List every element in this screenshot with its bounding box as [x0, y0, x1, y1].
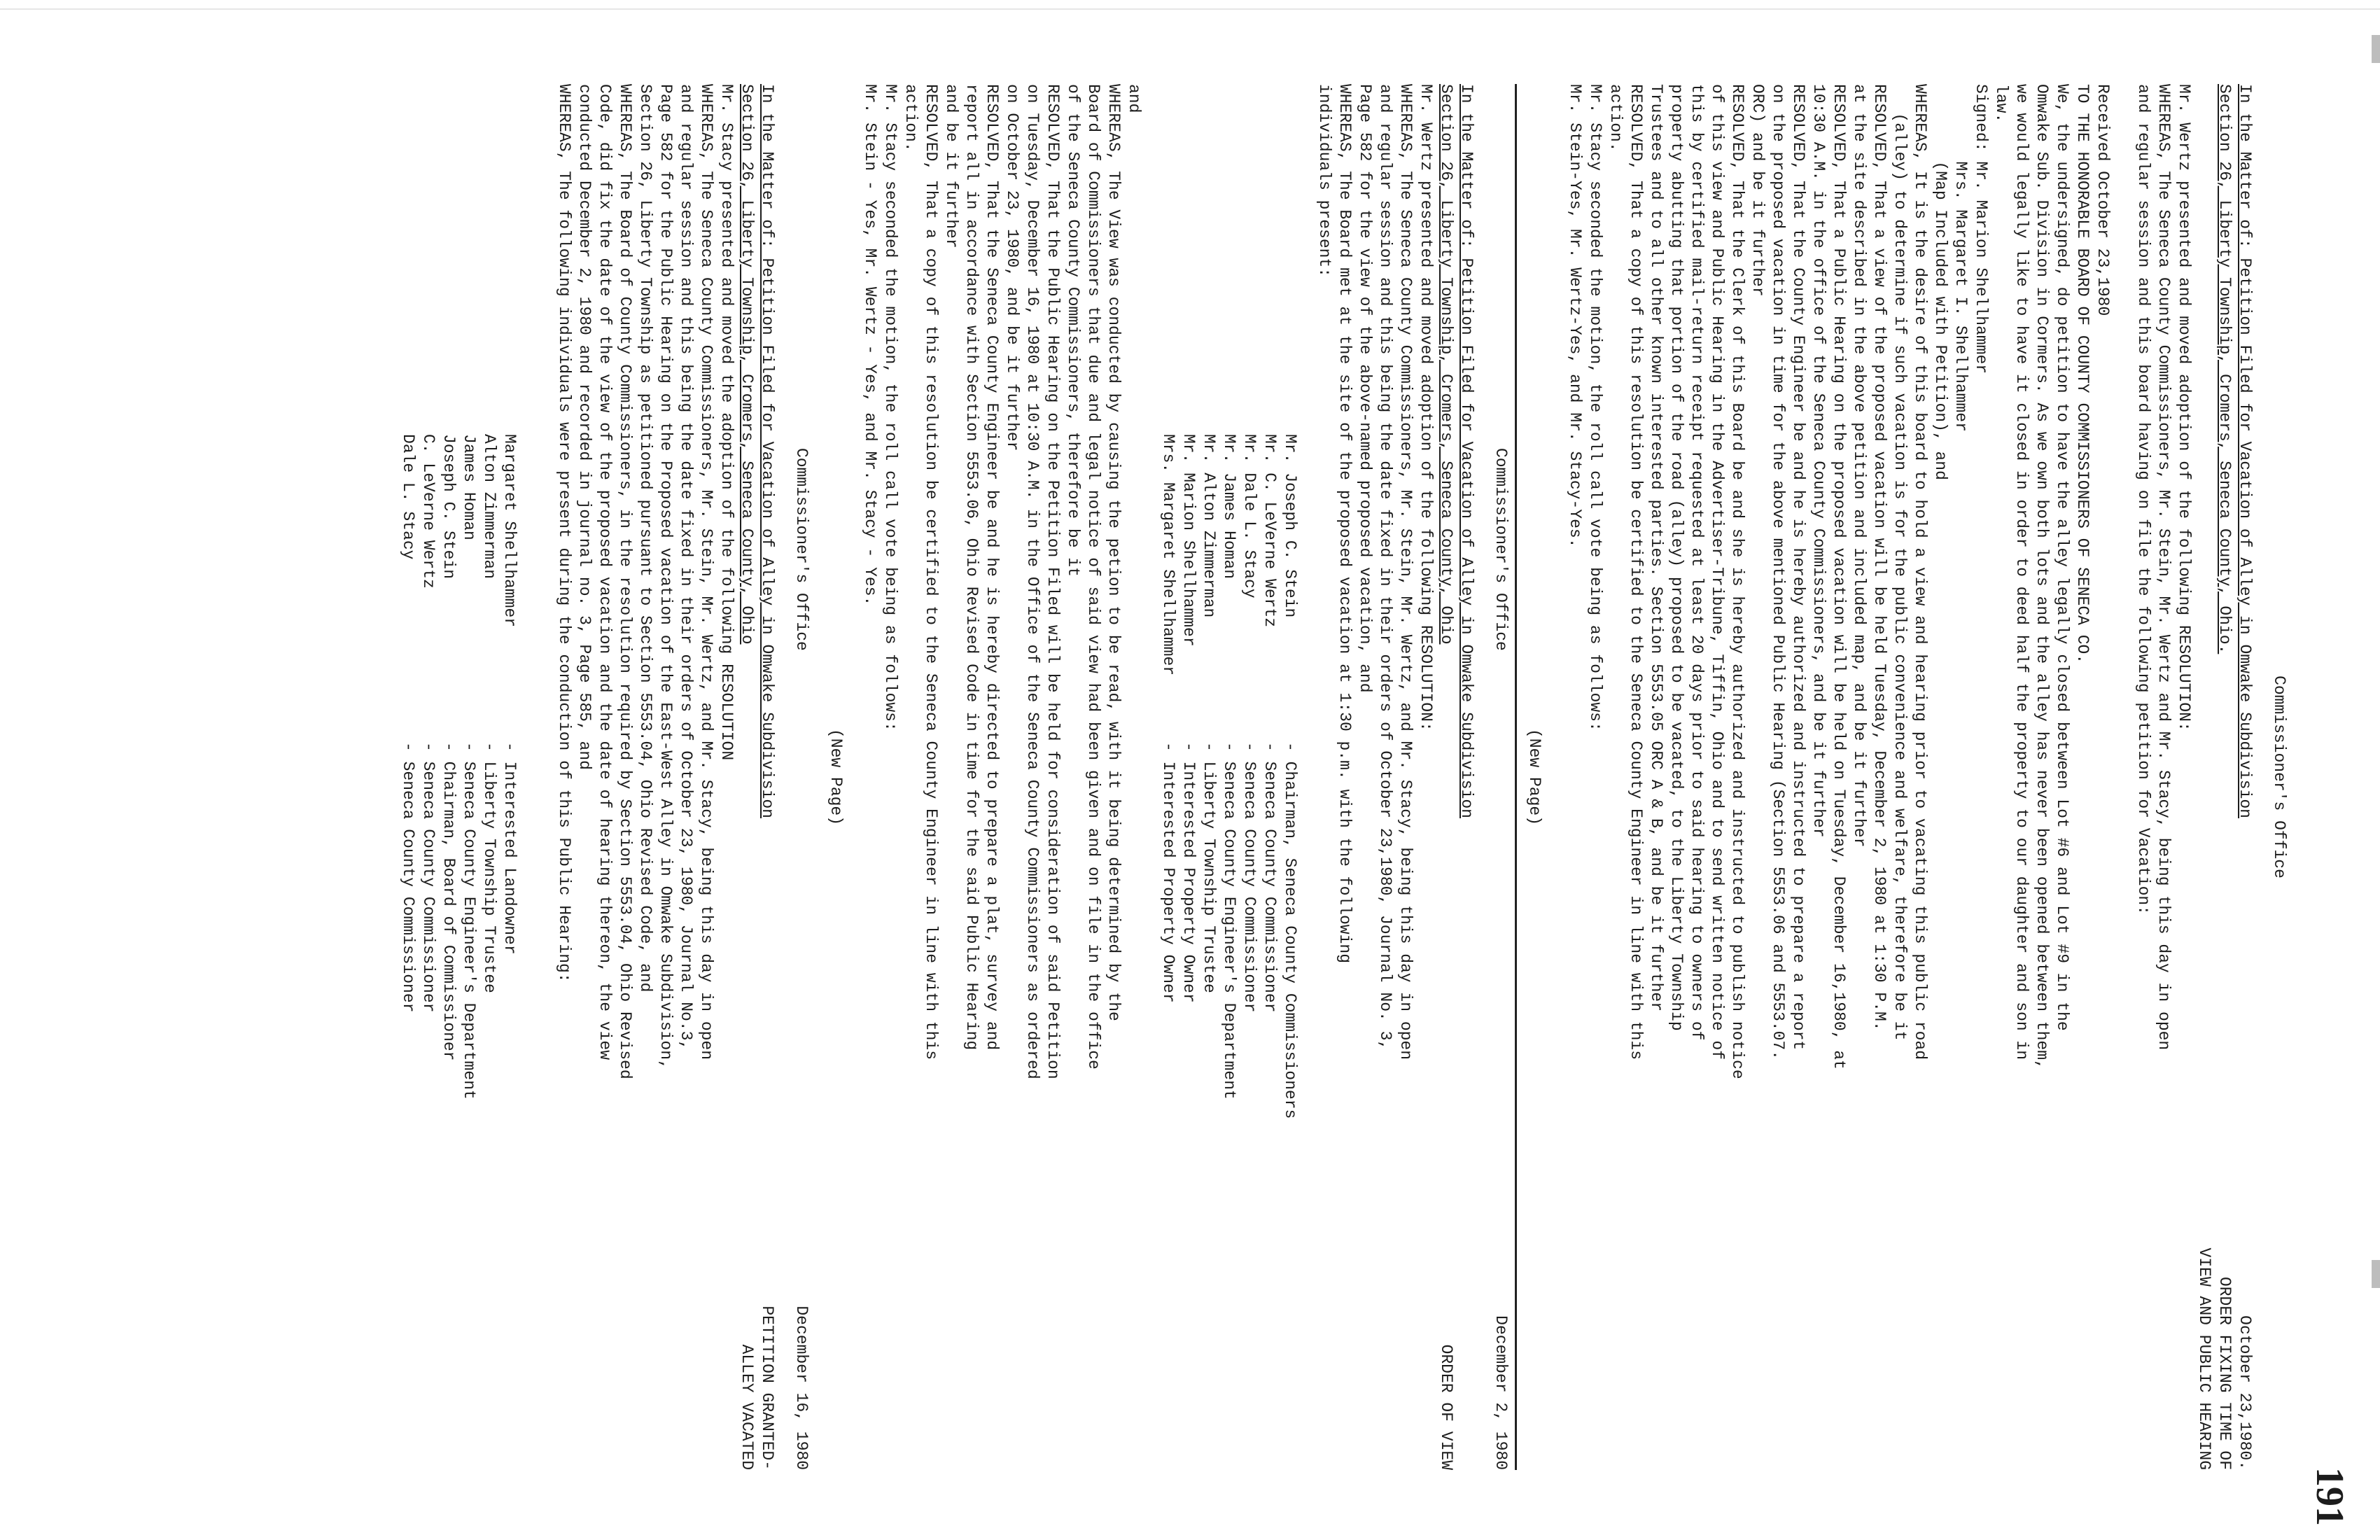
text-line: RESOLVED, That a copy of this resolution be certified to the Seneca County Engineer in line with this	[1627, 84, 1645, 1060]
text-line: action.	[1606, 84, 1625, 152]
attendee-name: Mr. C. LeVerne Wertz	[1261, 434, 1279, 628]
text-line: RESOLVED, That the Seneca County Engineer be and he is hereby directed to prepare a plat, survey and	[983, 84, 1001, 1051]
attendee-role: - Interested Property Owner	[1180, 742, 1198, 1003]
text-line: and regular session and this being the date fixed in their orders of October 23, 1980, Journal No.3,	[677, 84, 695, 1051]
text-line: RESOLVED, That a view of the proposed vacation will be held Tuesday, December 2, 1980 at 1:30 P.M.	[1870, 84, 1889, 1031]
attendee-role: - Liberty Township Trustee	[480, 742, 498, 993]
text-line: Mr. Stacy presented and moved the adoption of the following RESOLUTION	[718, 84, 736, 761]
text-line	[533, 84, 554, 1470]
attendee-role: - Seneca County Commissioner	[419, 742, 438, 1013]
entry-title-cont: Section 26, Liberty Township, Cromers, Seneca County, Ohio	[1437, 84, 1455, 645]
entry-date: December 16, 1980	[792, 1306, 811, 1470]
attendee-name: Joseph C. Stein	[440, 434, 458, 580]
text-line: Board of Commissioners that due and legal notice of said view had been given and on file in the office	[1084, 84, 1102, 1070]
text-line: this by certified mail-return receipt requested at least 20 days prior to said hearing to owners of	[1688, 84, 1706, 1041]
entry-heading: ORDER FIXING TIME OF	[2216, 1276, 2234, 1470]
text-line	[1544, 84, 1564, 1470]
text-line: Section 26, Liberty Township as petitioned pursuant to Section 5553.04, Ohio Revised Code, and	[636, 84, 654, 993]
office-heading: Commissioner's Office	[2270, 676, 2288, 878]
text-line: Mr. Stein - Yes, Mr. Wertz - Yes, and Mr. Stacy - Yes.	[861, 84, 879, 606]
text-line: of the Seneca County Commissioners, therefore be it	[1064, 84, 1082, 577]
text-line: Trustees and to all other known interested parties. Section 5553.05 ORC A & B, and be it further	[1647, 84, 1665, 1012]
text-line: on the proposed vacation in time for the above mentioned Public Hearing (Section 5553.06 and 5553.07.	[1769, 84, 1787, 1060]
text-line: WHEREAS, The Seneca County Commissioners, Mr. Stein, Mr. Wertz, and Mr. Stacy, being this day in open	[1396, 84, 1415, 1060]
text-line: 10:30 A.M. in the office of the Seneca County Commissioners, and be it further	[1809, 84, 1828, 838]
text-line: we would legally like to have it closed in order to deed half the property to our daughter and son in	[2012, 84, 2031, 1060]
attendee-role: - Seneca County Engineer's Department	[1220, 742, 1238, 1100]
attendee-name: James Homan	[460, 434, 478, 540]
attendee-name: Mr. Marion Shellhammer	[1180, 434, 1198, 647]
attendee-name: Mr. Joseph C. Stein	[1281, 434, 1299, 618]
entry-title-cont: Section 26, Liberty Township, Cromers, Seneca County, Ohio.	[2216, 84, 2234, 654]
text-line: WHEREAS, The Seneca County Commissioners, Mr. Stein, Mr. Wertz, and Mr. Stacy, being this day in open	[697, 84, 715, 1060]
text-line: Mr. Stein-Yes, Mr. Wertz-Yes, and Mr. Stacy-Yes.	[1566, 84, 1584, 548]
margin-line	[0, 8, 2380, 10]
attendee-role: - Interested Property Owner	[1159, 742, 1177, 1003]
entry-heading: ORDER OF VIEW	[1437, 1344, 1455, 1470]
attendee-name: C. LeVerne Wertz	[419, 434, 438, 589]
attendee-name: Mrs. Margaret Shellhammer	[1159, 434, 1177, 676]
text-line: Omwake Sub. Division in Cormers. As we own both lots and the alley has never been opened between them,	[2033, 84, 2051, 1070]
office-heading: Commissioner's Office	[792, 448, 811, 651]
new-page-marker: (New Page)	[827, 728, 845, 826]
attendee-role: - Seneca County Commissioner	[399, 742, 417, 1013]
entry-title: In the Matter of: Petition Filed for Vacation of Alley in Omwake Subdivision	[1457, 84, 1476, 818]
text-line: at the site described in the above petition and included map, and be it further	[1850, 84, 1868, 848]
attendee-list	[1158, 84, 1300, 1470]
text-line: WHEREAS, The Board met at the site of the proposed vacation at 1:30 p.m. with the following	[1336, 84, 1354, 964]
binder-hole	[2372, 1260, 2380, 1288]
text-line: of this view and Public Hearing in the Advertiser-Tribune, Tiffin, Ohio and to send written notice of	[1708, 84, 1726, 1060]
attendee-name: Mr. James Homan	[1220, 434, 1238, 580]
attendee-role: - Seneca County Commissioner	[1261, 742, 1279, 1013]
attendee-name: Mr. Alton Zimmerman	[1200, 434, 1218, 618]
entry-heading: PETITION GRANTED-	[758, 1306, 776, 1470]
entry-title-cont: Section 26, Liberty Township, Cromers, Seneca County, Ohio	[738, 84, 756, 645]
attendee-role: - Seneca County Engineer's Department	[460, 742, 478, 1100]
new-page-marker: (New Page)	[1525, 728, 1544, 826]
attendee-name: Alton Zimmerman	[480, 434, 498, 580]
text-line: report all in accordance with Section 5553.06, Ohio Revised Code in time for the said Public Hearing	[962, 84, 981, 1051]
text-line: Mrs. Margaret I. Shellhammer	[1952, 84, 1970, 432]
text-line: TO THE HONORABLE BOARD OF COUNTY COMMISSIONERS OF SENECA CO.	[2073, 84, 2092, 664]
entry-oct-23	[1544, 84, 2255, 1470]
text-line: on October 23, 1980, and be it further	[1003, 84, 1021, 451]
text-line: (alley) to determine if such vacation is for the public convenience and welfare, therefore be it	[1891, 84, 1909, 1041]
entry-title: In the Matter of: Petition Filed for Vacation of Alley in Omwake Subdivision	[2236, 84, 2254, 818]
entry-dec-16	[398, 84, 811, 1470]
text-line: WHEREAS, The Seneca County Commissioners, Mr. Stein, Mr. Wertz and Mr. Stacy, being this day in open	[2155, 84, 2173, 1051]
text-line: Mr. Stacy seconded the motion, the roll call vote being as follows:	[1586, 84, 1604, 732]
text-line: RESOLVED, That a copy of this resolution be certified to the Seneca County Engineer in line with this	[922, 84, 940, 1060]
text-line: RESOLVED, That the Clerk of this Board be and she is hereby authorized and instructed to publish notice	[1728, 84, 1746, 1079]
entry-heading: ALLEY VACATED	[738, 1344, 756, 1470]
text-line: on Tuesday, December 16, 1980 at 10:30 A.M. in the Office of the Seneca County Commissioners as ordered	[1023, 84, 1042, 1079]
entry-title: In the Matter of: Petition Filed for Vacation of Alley in Omwake Subdivision	[758, 84, 776, 818]
text-line: RESOLVED, That the County Engineer be and he is hereby authorized and instructed to prepare a report	[1789, 84, 1807, 1051]
text-line: Mr. Wertz presented and moved adoption of the following RESOLUTION:	[2175, 84, 2193, 732]
attendee-name: Dale L. Stacy	[399, 434, 417, 560]
text-line: Mr. Wertz presented and moved adoption of the following RESOLUTION:	[1417, 84, 1435, 732]
text-line: Page 582 for the view of the above-named proposed vacation, and	[1356, 84, 1374, 693]
text-line: and regular session and this board having on file the following petition for Vacation:	[2134, 84, 2152, 915]
text-line: Mr. Stacy seconded the motion, the roll call vote being as follows:	[881, 84, 899, 732]
text-line: and	[1125, 84, 1143, 113]
office-heading: Commissioner's Office	[1492, 448, 1510, 651]
attendee-list	[398, 84, 519, 1470]
text-line: property abutting that portion of the road (alley) proposed to be vacated, to the Liberty Township	[1667, 84, 1686, 1031]
text-line: and be it further	[942, 84, 960, 248]
attendee-name: Mr. Dale L. Stacy	[1240, 434, 1259, 598]
text-line: Code, did fix the date of the view of the proposed vacation and the date of hearing thereon, the view	[596, 84, 614, 1060]
text-line: WHEREAS, The Board of County Commissioners, in the resolution required by Section 5553.04, Ohio Revised	[616, 84, 634, 1079]
text-line: law.	[1992, 84, 2010, 123]
text-line: WHEREAS, It is the desire of this board to hold a view and hearing prior to vacating this public road	[1911, 84, 1929, 1060]
text-line: Page 582 for the Public Hearing on the Proposed vacation of the East-West Alley in Omwake Subdivision,	[657, 84, 675, 1070]
text-line	[2113, 84, 2133, 1470]
page-number: 191	[2308, 1467, 2351, 1526]
attendee-role: - Liberty Township Trustee	[1200, 742, 1218, 993]
text-line: We, the undersigned, do petition to have the alley legally closed between Lot #6 and Lot #9 in the	[2053, 84, 2071, 1031]
text-line: WHEREAS, The View was conducted by causing the petion to be read, with it being determined by the	[1105, 84, 1123, 1021]
entry-heading: VIEW AND PUBLIC HEARING	[2195, 1247, 2213, 1470]
attendee-name: Margaret Shellhammer	[500, 434, 519, 628]
attendee-role: - Interested Landowner	[500, 742, 519, 955]
divider-rule	[1515, 84, 1517, 1470]
text-line: RESOLVED, That the Public Hearing on the Petition Filed will be held for consideration of said Petition	[1044, 84, 1062, 1079]
attendee-role: - Seneca County Commissioner	[1240, 742, 1259, 1013]
text-line: ORC) and be it further	[1749, 84, 1767, 297]
text-line: Received October 23,1980	[2094, 84, 2112, 316]
text-line: WHEREAS, The following individuals were present during the conduction of this Public Hearing:	[555, 84, 573, 983]
binder-hole	[2372, 35, 2380, 63]
attendee-role: - Chairman, Board of Commissioner	[440, 742, 458, 1061]
text-line: action.	[902, 84, 920, 152]
binding-edge	[2338, 0, 2380, 1540]
attendee-role: - Chairman, Seneca County Commissioners	[1281, 742, 1299, 1119]
text-line: RESOLVED, That a Public Hearing on the proposed vacation will be held on Tuesday, December 16,1980, at	[1830, 84, 1848, 1070]
journal-content	[398, 84, 2289, 1470]
text-line: and regular session and this being the date fixed in their orders of October 23,1980, Journal No. 3,	[1376, 84, 1394, 1051]
entry-date: October 23,1980.	[2236, 1315, 2254, 1470]
text-line: individuals present:	[1315, 84, 1334, 278]
entry-dec-2	[860, 84, 1511, 1470]
text-line: conducted December 2, 1980 and recorded in journal no. 3, Page 585, and	[575, 84, 594, 770]
entry-date: December 2, 1980	[1492, 1315, 1510, 1470]
text-line: Signed: Mr. Marion Shellhammer	[1972, 84, 1990, 374]
text-line: (Map Included with Petition), and	[1931, 84, 1949, 480]
